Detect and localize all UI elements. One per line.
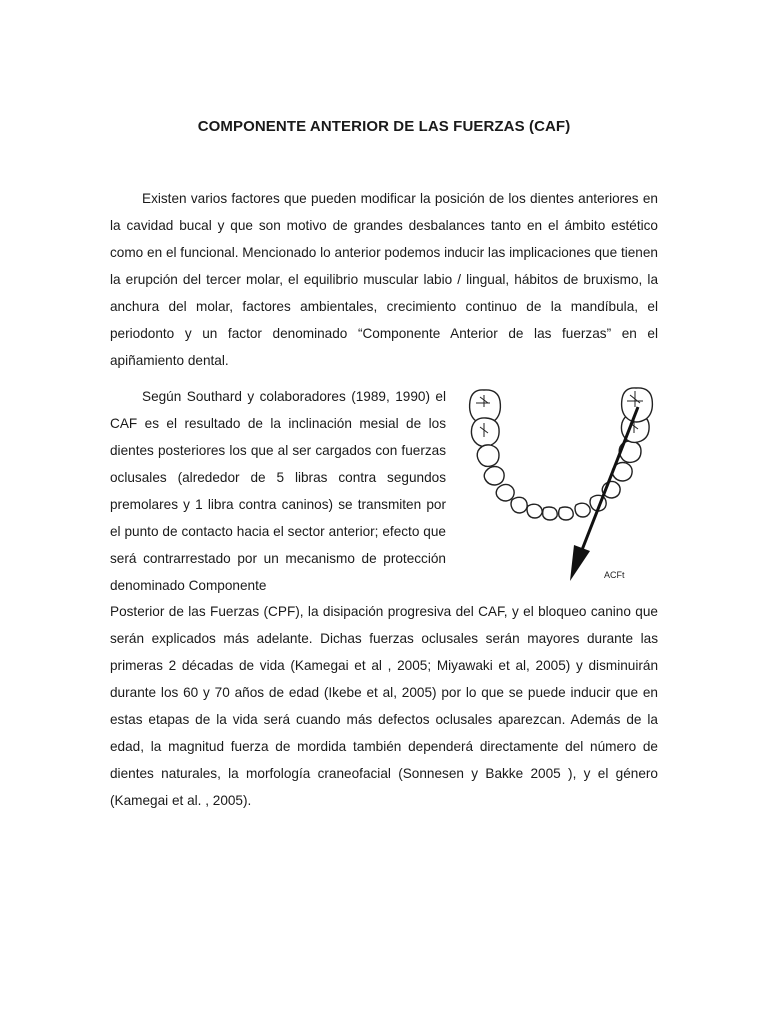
paragraph-2-bottom-text: Posterior de las Fuerzas (CPF), la disipación progresiva del CAF, y el bloqueo canino que serán explicados más adelante. Dichas fuerzas oclusales serán mayores durante las primeras 2 décadas de vida (Kamegai et al , 2005; Miyawaki et al, 2005) y disminuirán durante los 60 y 70 años de edad (Ikebe et al, 2005) por lo que se puede inducir que en estas etapas de la vida será cuando más defectos oclusales aparezcan. Además de la edad, la magnitud fuerza de mordida también dependerá directamente del número de dientes naturales, la morfología craneofacial (Sonnesen y Bakke 2005 ), y el género (Kamegai et al. , 2005).: [110, 604, 658, 808]
paragraph-2-bottom: [110, 598, 658, 814]
paragraph-1: [110, 185, 658, 374]
paragraph-2-top: [110, 383, 446, 599]
paragraph-1-text: Existen varios factores que pueden modificar la posición de los dientes anteriores en la cavidad bucal y que son motivo de grandes desbalances tanto en el ámbito estético como en el funcional. Mencionado lo anterior podemos inducir las implicaciones que tienen la erupción del tercer molar, el equilibrio muscular labio / lingual, hábitos de bruxismo, la anchura del molar, factores ambientales, crecimiento continuo de la mandíbula, el periodonto y un factor denominado “Componente Anterior de las fuerzas” en el apiñamiento dental.: [110, 191, 658, 368]
dental-arch-figure: [462, 385, 668, 589]
figure-label: ACFt: [604, 570, 625, 580]
document-title: COMPONENTE ANTERIOR DE LAS FUERZAS (CAF): [197, 118, 571, 135]
paragraph-2-top-text: Según Southard y colaboradores (1989, 1990) el CAF es el resultado de la inclinación mesial de los dientes posteriores los que al ser cargados con fuerzas oclusales (alrededor de 5 libras contra segundos premolares y 1 libra contra caninos) se transmiten por el punto de contacto hacia el sector anterior; efecto que será contrarrestado por un mecanismo de protección denominado Componente: [110, 389, 446, 593]
dental-arch-icon: [462, 385, 668, 589]
